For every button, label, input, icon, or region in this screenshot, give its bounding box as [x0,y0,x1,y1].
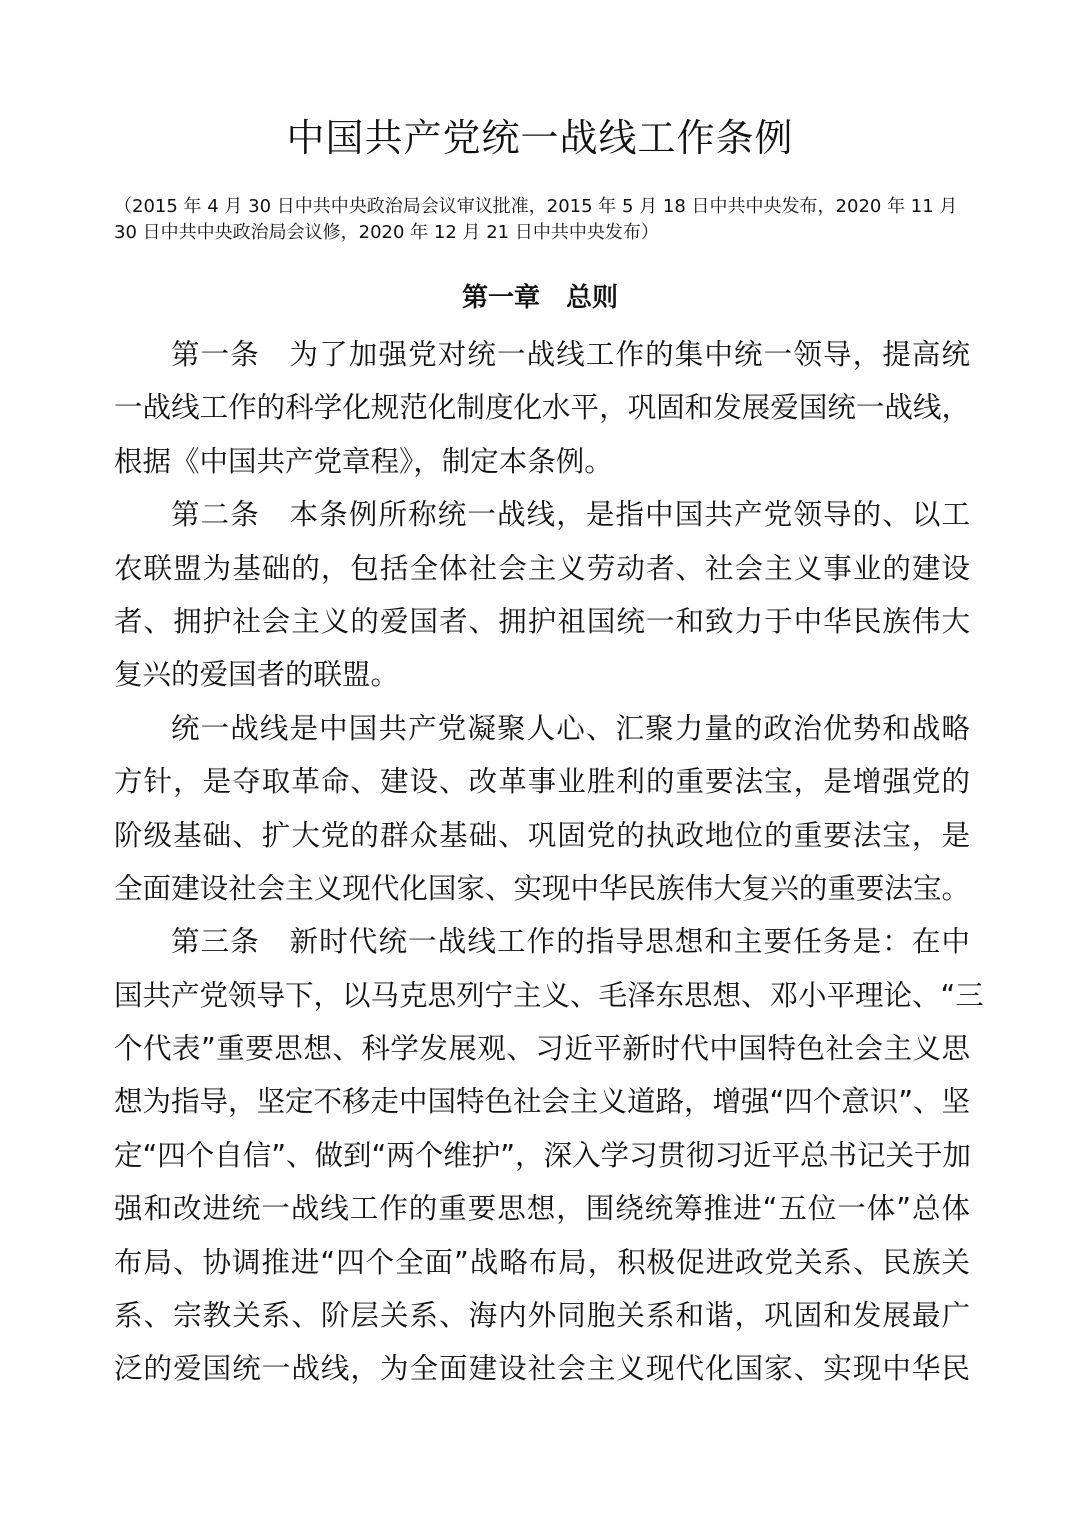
text-line: 强和改进统一战线工作的重要思想，围绕统筹推进“五位一体”总体 [114,1192,970,1226]
text-line: 全面建设社会主义现代化国家、实现中华民族伟大复兴的重要法宝。 [114,871,970,905]
text-line: 复兴的爱国者的联盟。 [114,658,400,692]
subtitle-line: 30 日中共中央政治局会议修，2020 年 12 月 21 日中共中央发布） [114,222,659,243]
article-3-paragraph [114,915,984,1396]
article-2-paragraph [114,488,970,702]
text-line: 第一条 为了加强党对统一战线工作的集中统一领导，提高统 [171,338,970,371]
text-line: 根据《中国共产党章程》，制定本条例。 [114,444,613,478]
text-line: 泛的爱国统一战线，为全面建设社会主义现代化国家、实现中华民 [114,1352,970,1386]
subtitle-line: （2015 年 4 月 30 日中共中央政治局会议审议批准，2015 年 5 月 18 日中共中央发布，2020 年 11 月 [114,196,958,217]
united-front-paragraph [114,702,970,916]
text-line: 方针，是夺取革命、建设、改革事业胜利的重要法宝，是增强党的 [114,765,970,799]
document-title: 中国共产党统一战线工作条例 [286,116,794,160]
text-line: 系、宗教关系、阶层关系、海内外同胞关系和谐，巩固和发展最广 [114,1299,970,1333]
text-line: 想为指导，坚定不移走中国特色社会主义道路，增强“四个意识”、坚 [114,1085,971,1119]
document-subtitle [114,194,970,246]
text-line: 个代表”重要思想、科学发展观、习近平新时代中国特色社会主义思 [114,1032,970,1066]
text-line: 一战线工作的科学化规范化制度化水平，巩固和发展爱国统一战线， [114,391,970,425]
document-body [114,328,984,1396]
text-line: 农联盟为基础的，包括全体社会主义劳动者、社会主义事业的建设 [114,551,970,585]
text-line: 第三条 新时代统一战线工作的指导思想和主要任务是：在中 [171,925,970,959]
article-1-paragraph [114,328,970,488]
text-line: 者、拥护社会主义的爱国者、拥护祖国统一和致力于中华民族伟大 [114,604,970,638]
text-line: 第二条 本条例所称统一战线，是指中国共产党领导的、以工 [171,498,970,532]
text-line: 阶级基础、扩大党的群众基础、巩固党的执政地位的重要法宝，是 [114,818,970,852]
text-line: 定“四个自信”、做到“两个维护”，深入学习贯彻习近平总书记关于加 [114,1138,972,1172]
text-line: 国共产党领导下，以马克思列宁主义、毛泽东思想、邓小平理论、“三 [114,978,984,1012]
text-line: 布局、协调推进“四个全面”战略布局，积极促进政党关系、民族关 [114,1245,970,1279]
text-line: 统一战线是中国共产党凝聚人心、汇聚力量的政治优势和战略 [171,711,970,745]
chapter-heading: 第一章 总则 [461,283,618,313]
